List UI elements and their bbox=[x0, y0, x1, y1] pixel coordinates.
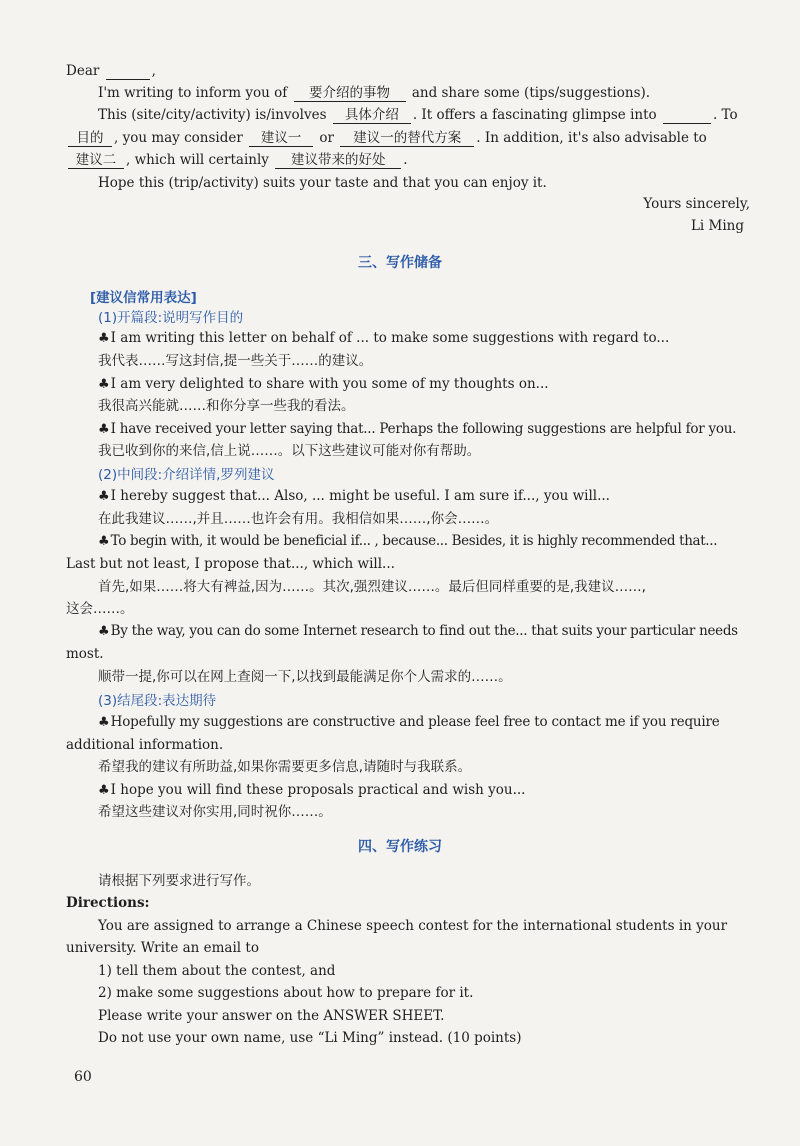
part-1-title: (1)开篇段:说明写作目的 bbox=[98, 310, 244, 326]
salutation-text: Dear bbox=[66, 63, 100, 79]
expression-5-en-1: ♣To begin with, it would be beneficial if... , because... Besides, it is highly recommended that... bbox=[98, 533, 718, 549]
name-blank bbox=[106, 63, 150, 80]
blank-detail: 具体介绍 bbox=[333, 107, 411, 124]
section-4-heading: 四、写作练习 bbox=[358, 839, 442, 855]
directions-line-1: You are assigned to arrange a Chinese speech contest for the international students in your bbox=[98, 918, 728, 934]
directions-line-4: 2) make some suggestions about how to prepare for it. bbox=[98, 985, 474, 1001]
club-icon: ♣ bbox=[98, 489, 110, 504]
practice-instruction: 请根据下列要求进行写作。 bbox=[98, 873, 260, 889]
expressions-box-title: [建议信常用表达] bbox=[90, 290, 197, 306]
section-3-heading: 三、写作储备 bbox=[358, 255, 442, 271]
page-number: 60 bbox=[74, 1069, 92, 1085]
expression-6-en-2: most. bbox=[66, 646, 104, 662]
letter-line-4: 建议二 , which will certainly 建议带来的好处 . bbox=[66, 151, 408, 169]
expression-4-en: ♣I hereby suggest that... Also, ... might be useful. I am sure if..., you will... bbox=[98, 488, 610, 504]
expression-1-cn: 我代表……写这封信,提一些关于……的建议。 bbox=[98, 353, 373, 369]
expression-3-cn: 我已收到你的来信,信上说……。以下这些建议可能对你有帮助。 bbox=[98, 443, 481, 459]
blank-benefit: 建议带来的好处 bbox=[275, 152, 401, 169]
part-3-title: (3)结尾段:表达期待 bbox=[98, 693, 217, 709]
expression-5-cn-1: 首先,如果……将大有裨益,因为……。其次,强烈建议……。最后但同样重要的是,我建议……, bbox=[98, 579, 646, 595]
expression-1-en: ♣I am writing this letter on behalf of ... to make some suggestions with regard to... bbox=[98, 330, 670, 346]
expression-8-en: ♣I hope you will find these proposals practical and wish you... bbox=[98, 782, 526, 798]
club-icon: ♣ bbox=[98, 331, 110, 346]
letter-line-3: 目的 , you may consider 建议一 or 建议一的替代方案 . In addition, it's also advisable to bbox=[66, 129, 707, 147]
club-icon: ♣ bbox=[98, 783, 110, 798]
expression-2-cn: 我很高兴能就……和你分享一些我的看法。 bbox=[98, 398, 355, 414]
letter-line-1: I'm writing to inform you of 要介绍的事物 and share some (tips/suggestions). bbox=[98, 85, 651, 101]
directions-line-6: Do not use your own name, use “Li Ming” instead. (10 points) bbox=[98, 1030, 522, 1046]
expression-7-en-2: additional information. bbox=[66, 737, 224, 753]
club-icon: ♣ bbox=[98, 624, 110, 639]
directions-label: Directions: bbox=[66, 895, 150, 911]
salutation-comma: , bbox=[151, 63, 156, 79]
expression-7-en-1: ♣Hopefully my suggestions are constructive and please feel free to contact me if you require bbox=[98, 714, 720, 730]
blank-topic: 要介绍的事物 bbox=[294, 85, 406, 102]
expression-4-cn: 在此我建议……,并且……也许会有用。我相信如果……,你会……。 bbox=[98, 511, 499, 527]
letter-salutation bbox=[66, 62, 156, 80]
blank-suggestion-2: 建议二 bbox=[68, 152, 124, 169]
expression-7-cn: 希望我的建议有所助益,如果你需要更多信息,请随时与我联系。 bbox=[98, 759, 472, 775]
blank-suggestion-1: 建议一 bbox=[249, 130, 313, 147]
part-2-title: (2)中间段:介绍详情,罗列建议 bbox=[98, 467, 275, 483]
club-icon: ♣ bbox=[98, 715, 110, 730]
blank-glimpse bbox=[663, 107, 711, 124]
blank-alternative: 建议一的替代方案 bbox=[340, 130, 474, 147]
expression-5-en-2: Last but not least, I propose that..., which will... bbox=[66, 556, 395, 572]
directions-line-3: 1) tell them about the contest, and bbox=[98, 963, 336, 979]
club-icon: ♣ bbox=[98, 377, 110, 392]
expression-8-cn: 希望这些建议对你实用,同时祝你……。 bbox=[98, 804, 332, 820]
club-icon: ♣ bbox=[98, 534, 110, 549]
expression-3-en: ♣I have received your letter saying that... Perhaps the following suggestions are helpful for you. bbox=[98, 421, 737, 437]
letter-signature: Li Ming bbox=[690, 218, 744, 234]
letter-line-2: This (site/city/activity) is/involves 具体介绍 . It offers a fascinating glimpse into . To bbox=[98, 107, 738, 123]
expression-6-en-1: ♣By the way, you can do some Internet research to find out the... that suits your particular needs bbox=[98, 623, 738, 639]
expression-5-cn-2: 这会……。 bbox=[66, 601, 134, 617]
expression-6-cn: 顺带一提,你可以在网上查阅一下,以找到最能满足你个人需求的……。 bbox=[98, 669, 512, 685]
directions-line-5: Please write your answer on the ANSWER SHEET. bbox=[98, 1008, 445, 1024]
expression-2-en: ♣I am very delighted to share with you some of my thoughts on... bbox=[98, 376, 549, 392]
letter-line-5: Hope this (trip/activity) suits your taste and that you can enjoy it. bbox=[98, 175, 547, 191]
blank-purpose: 目的 bbox=[68, 130, 112, 147]
club-icon: ♣ bbox=[98, 422, 110, 437]
letter-closing: Yours sincerely, bbox=[643, 196, 750, 212]
directions-line-2: university. Write an email to bbox=[66, 940, 259, 956]
